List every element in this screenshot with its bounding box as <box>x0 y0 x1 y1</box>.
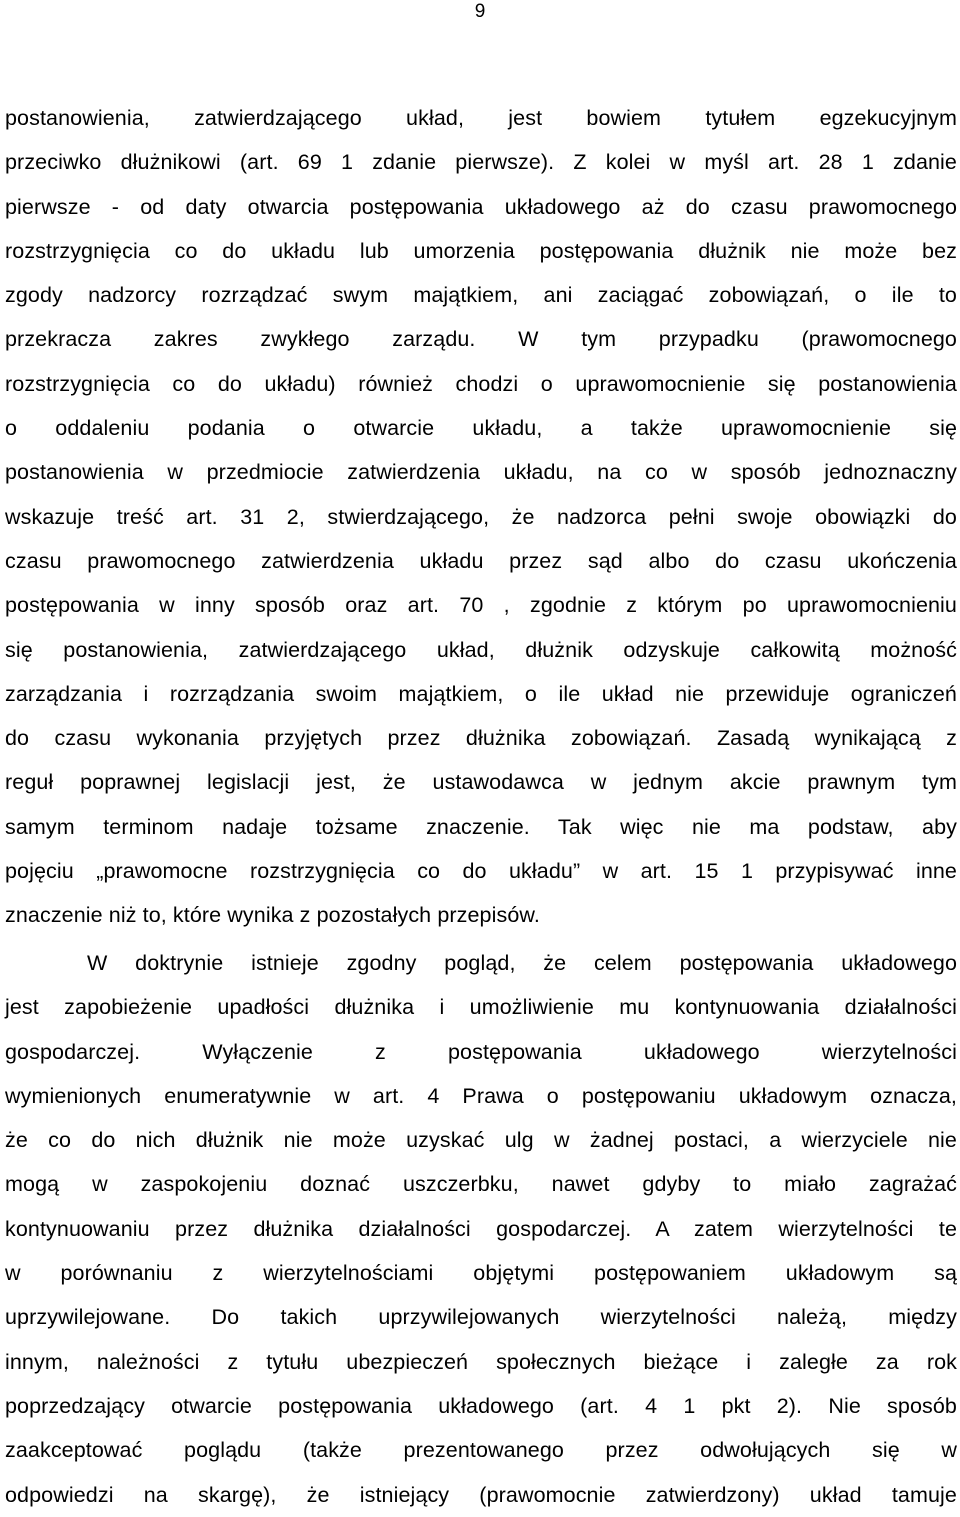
text-line: poprzedzający otwarcie postępowania układowego (art. 4 1 pkt 2). Nie sposób <box>5 1393 957 1418</box>
text-line: jest zapobieżenie upadłości dłużnika i umożliwienie mu kontynuowania działalności <box>5 995 957 1020</box>
text-line: zaakceptować poglądu (także prezentowanego przez odwołujących się w <box>5 1438 957 1463</box>
text-line: samym terminom nadaje tożsame znaczenie. Tak więc nie ma podstaw, aby <box>5 814 957 839</box>
text-line: w porównaniu z wierzytelnościami objętymi postępowaniem układowym są <box>5 1261 957 1286</box>
text-line: innym, należności z tytułu ubezpieczeń społecznych bieżące i zaległe za rok <box>5 1349 957 1374</box>
text-line: mogą w zaspokojeniu doznać uszczerbku, nawet gdyby to miało zagrażać <box>5 1172 957 1197</box>
text-line: reguł poprawnej legislacji jest, że ustawodawca w jednym akcie prawnym tym <box>5 770 957 795</box>
text-line: się postanowienia, zatwierdzającego układ, dłużnik odzyskuje całkowitą możność <box>5 637 957 662</box>
text-line: pojęciu „prawomocne rozstrzygnięcia co do układu” w art. 15 1 przypisywać inne <box>5 859 957 884</box>
text-line: do czasu wykonania przyjętych przez dłużnika zobowiązań. Zasadą wynikającą z <box>5 726 957 751</box>
text-line: pierwsze - od daty otwarcia postępowania układowego aż do czasu prawomocnego <box>5 194 957 219</box>
text-line: wymienionych enumeratywnie w art. 4 Prawa o postępowaniu układowym oznacza, <box>5 1083 957 1108</box>
text-line: że co do nich dłużnik nie może uzyskać ulg w żadnej postaci, a wierzyciele nie <box>5 1128 957 1153</box>
paragraph-2 <box>5 941 957 1517</box>
text-line: kontynuowaniu przez dłużnika działalności gospodarczej. A zatem wierzytelności te <box>5 1216 957 1241</box>
text-line: zarządzania i rozrządzania swoim majątkiem, o ile układ nie przewiduje ograniczeń <box>5 681 957 706</box>
text-line: zgody nadzorcy rozrządzać swym majątkiem, ani zaciągać zobowiązań, o ile to <box>5 283 957 308</box>
text-line: rozstrzygnięcia co do układu) również chodzi o uprawomocnienie się postanowienia <box>5 371 957 396</box>
text-line: postanowienia, zatwierdzającego układ, jest bowiem tytułem egzekucyjnym <box>5 106 957 130</box>
page-number: 9 <box>474 1 486 22</box>
text-line: postępowania w inny sposób oraz art. 70 , zgodnie z którym po uprawomocnieniu <box>5 593 957 618</box>
text-line: W doktrynie istnieje zgodny pogląd, że celem postępowania układowego <box>87 951 957 975</box>
text-line: postanowienia w przedmiocie zatwierdzenia układu, na co w sposób jednoznaczny <box>5 460 957 485</box>
text-line: znaczenie niż to, które wynika z pozostałych przepisów. <box>5 903 540 928</box>
text-line: wskazuje treść art. 31 2, stwierdzającego, że nadzorca pełni swoje obowiązki do <box>5 504 957 529</box>
text-line: uprzywilejowane. Do takich uprzywilejowanych wierzytelności należą, między <box>5 1305 957 1330</box>
text-line: czasu prawomocnego zatwierdzenia układu przez sąd albo do czasu ukończenia <box>5 548 957 573</box>
text-line: przeciwko dłużnikowi (art. 69 1 zdanie pierwsze). Z kolei w myśl art. 28 1 zdanie <box>5 150 957 175</box>
text-line: przekracza zakres zwykłego zarządu. W tym przypadku (prawomocnego <box>5 327 957 352</box>
text-line: o oddaleniu podania o otwarcie układu, a także uprawomocnienie się <box>5 416 957 441</box>
text-line: rozstrzygnięcia co do układu lub umorzenia postępowania dłużnik nie może bez <box>5 238 957 263</box>
paragraph-1 <box>5 96 957 938</box>
text-line: gospodarczej. Wyłączenie z postępowania układowego wierzytelności <box>5 1039 957 1064</box>
text-line: odpowiedzi na skargę), że istniejący (prawomocnie zatwierdzony) układ tamuje <box>5 1482 957 1507</box>
